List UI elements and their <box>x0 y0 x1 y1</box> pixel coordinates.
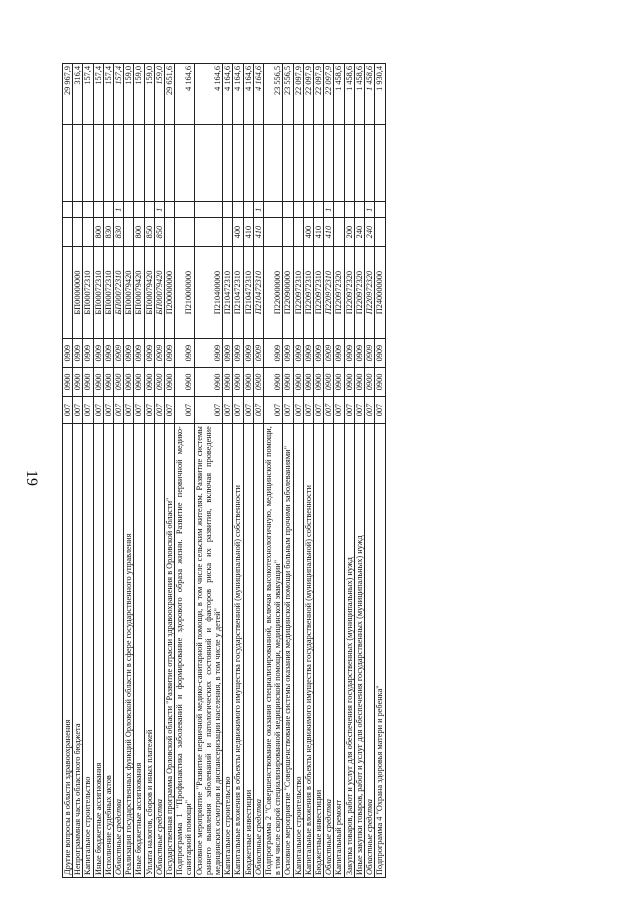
table-row <box>243 64 253 878</box>
dept-code: 007 <box>354 396 364 423</box>
section-code: 0900 <box>154 368 164 397</box>
dept-code: 007 <box>264 396 283 423</box>
empty-cell <box>114 124 124 202</box>
amount: 23 556,5 <box>264 64 283 125</box>
expense-type-code: 850 <box>144 218 154 247</box>
empty-cell <box>303 124 313 202</box>
table-row <box>334 64 344 878</box>
subsection-code: 0909 <box>73 339 83 368</box>
empty-cell <box>264 124 283 202</box>
source-mark <box>375 202 385 218</box>
row-name: Реализация государственных функций Орловской области в сфере государственного управления <box>124 424 134 878</box>
row-name: Областные средства <box>324 424 334 878</box>
source-mark: 1 <box>365 202 375 218</box>
section-code: 0900 <box>194 368 223 397</box>
expense-type-code <box>293 218 303 247</box>
amount: 29 651,6 <box>165 64 175 125</box>
subsection-code: 0909 <box>283 339 293 368</box>
target-article-code: П220972310 <box>303 247 313 339</box>
source-mark <box>175 202 194 218</box>
table-row <box>344 64 354 878</box>
target-article-code: П210472310 <box>223 247 233 339</box>
subsection-code: 0909 <box>344 339 354 368</box>
budget-table-body <box>63 64 386 878</box>
source-mark <box>63 202 73 218</box>
expense-type-code: 410 <box>324 218 334 247</box>
amount: 22 097,9 <box>303 64 313 125</box>
source-mark: 1 <box>114 202 124 218</box>
section-code: 0900 <box>83 368 93 397</box>
amount: 157,4 <box>83 64 93 125</box>
row-name: Другие вопросы в области здравоохранения <box>63 424 73 878</box>
table-row <box>175 64 194 878</box>
row-name: Иные бюджетные ассигнования <box>93 424 103 878</box>
table-row <box>303 64 313 878</box>
expense-type-code: 830 <box>103 218 113 247</box>
dept-code: 007 <box>314 396 324 423</box>
target-article-code: П210000000 <box>175 247 194 339</box>
expense-type-code: 400 <box>233 218 243 247</box>
row-name: Подпрограмма 4 "Охрана здоровья матери и ребенка" <box>375 424 385 878</box>
source-mark <box>344 202 354 218</box>
source-mark <box>264 202 283 218</box>
empty-cell <box>175 124 194 202</box>
source-mark <box>334 202 344 218</box>
expense-type-code <box>334 218 344 247</box>
target-article-code: БП00079420 <box>124 247 134 339</box>
amount: 4 164,6 <box>243 64 253 125</box>
empty-cell <box>124 124 134 202</box>
subsection-code: 0909 <box>334 339 344 368</box>
dept-code: 007 <box>175 396 194 423</box>
table-row <box>264 64 283 878</box>
amount: 4 164,6 <box>233 64 243 125</box>
expense-type-code: 400 <box>303 218 313 247</box>
expense-type-code: 410 <box>314 218 324 247</box>
amount: 4 164,6 <box>194 64 223 125</box>
dept-code: 007 <box>103 396 113 423</box>
expense-type-code <box>223 218 233 247</box>
subsection-code: 0909 <box>144 339 154 368</box>
page-number: 19 <box>23 470 40 486</box>
table-row <box>63 64 73 878</box>
target-article-code: П200000000 <box>165 247 175 339</box>
expense-type-code: 410 <box>243 218 253 247</box>
empty-cell <box>154 124 164 202</box>
dept-code: 007 <box>93 396 103 423</box>
table-row <box>83 64 93 878</box>
section-code: 0900 <box>63 368 73 397</box>
source-mark <box>293 202 303 218</box>
subsection-code: 0909 <box>103 339 113 368</box>
row-name: Закупка товаров, работ и услуг для обеспечения государственных (муниципальных) нужд <box>344 424 354 878</box>
source-mark <box>194 202 223 218</box>
source-mark: 1 <box>324 202 334 218</box>
source-mark: 1 <box>154 202 164 218</box>
table-row <box>73 64 83 878</box>
table-row <box>103 64 113 878</box>
expense-type-code: 800 <box>93 218 103 247</box>
dept-code: 007 <box>144 396 154 423</box>
empty-cell <box>334 124 344 202</box>
table-row <box>293 64 303 878</box>
target-article-code: П220900000 <box>283 247 293 339</box>
subsection-code: 0909 <box>165 339 175 368</box>
target-article-code: П220972320 <box>354 247 364 339</box>
target-article-code: БП00072310 <box>103 247 113 339</box>
source-mark <box>303 202 313 218</box>
target-article-code: П210472310 <box>243 247 253 339</box>
dept-code: 007 <box>375 396 385 423</box>
expense-type-code <box>375 218 385 247</box>
source-mark <box>124 202 134 218</box>
subsection-code: 0909 <box>253 339 263 368</box>
subsection-code: 0909 <box>375 339 385 368</box>
table-row <box>144 64 154 878</box>
section-code: 0900 <box>354 368 364 397</box>
expense-type-code <box>175 218 194 247</box>
section-code: 0900 <box>324 368 334 397</box>
table-row <box>154 64 164 878</box>
expense-type-code: 830 <box>114 218 124 247</box>
source-mark <box>243 202 253 218</box>
row-name: Областные средства <box>154 424 164 878</box>
expense-type-code: 800 <box>134 218 144 247</box>
section-code: 0900 <box>165 368 175 397</box>
table-row <box>354 64 364 878</box>
row-name: Областные средства <box>253 424 263 878</box>
subsection-code: 0909 <box>303 339 313 368</box>
source-mark <box>93 202 103 218</box>
empty-cell <box>93 124 103 202</box>
amount: 159,0 <box>134 64 144 125</box>
target-article-code: П220000000 <box>264 247 283 339</box>
section-code: 0900 <box>365 368 375 397</box>
amount: 22 097,9 <box>293 64 303 125</box>
dept-code: 007 <box>334 396 344 423</box>
dept-code: 007 <box>303 396 313 423</box>
table-row <box>324 64 334 878</box>
source-mark <box>83 202 93 218</box>
expense-type-code <box>73 218 83 247</box>
amount: 4 164,6 <box>253 64 263 125</box>
dept-code: 007 <box>344 396 354 423</box>
amount: 1 458,6 <box>365 64 375 125</box>
dept-code: 007 <box>324 396 334 423</box>
section-code: 0900 <box>283 368 293 397</box>
expense-type-code <box>283 218 293 247</box>
section-code: 0900 <box>134 368 144 397</box>
amount: 159,0 <box>154 64 164 125</box>
table-row <box>134 64 144 878</box>
subsection-code: 0909 <box>233 339 243 368</box>
amount: 316,4 <box>73 64 83 125</box>
empty-cell <box>165 124 175 202</box>
section-code: 0900 <box>144 368 154 397</box>
section-code: 0900 <box>264 368 283 397</box>
empty-cell <box>344 124 354 202</box>
expense-type-code <box>165 218 175 247</box>
section-code: 0900 <box>375 368 385 397</box>
expense-type-code <box>124 218 134 247</box>
expense-type-code: 240 <box>354 218 364 247</box>
subsection-code: 0909 <box>63 339 73 368</box>
row-name: Областные средства <box>114 424 124 878</box>
table-row <box>93 64 103 878</box>
subsection-code: 0909 <box>264 339 283 368</box>
target-article-code: П220972320 <box>365 247 375 339</box>
empty-cell <box>63 124 73 202</box>
table-row <box>314 64 324 878</box>
amount: 1 458,6 <box>334 64 344 125</box>
dept-code: 007 <box>134 396 144 423</box>
dept-code: 007 <box>293 396 303 423</box>
section-code: 0900 <box>344 368 354 397</box>
source-mark <box>103 202 113 218</box>
amount: 159,0 <box>144 64 154 125</box>
target-article-code: П220972310 <box>324 247 334 339</box>
table-row <box>124 64 134 878</box>
amount: 159,0 <box>124 64 134 125</box>
target-article-code: П240000000 <box>375 247 385 339</box>
empty-cell <box>243 124 253 202</box>
dept-code: 007 <box>223 396 233 423</box>
section-code: 0900 <box>103 368 113 397</box>
section-code: 0900 <box>233 368 243 397</box>
section-code: 0900 <box>303 368 313 397</box>
table-row <box>114 64 124 878</box>
subsection-code: 0909 <box>314 339 324 368</box>
amount: 157,4 <box>114 64 124 125</box>
row-name: Непрограммная часть областного бюджета <box>73 424 83 878</box>
row-name: Бюджетные инвестиции <box>243 424 253 878</box>
empty-cell <box>194 124 223 202</box>
source-mark <box>134 202 144 218</box>
source-mark <box>314 202 324 218</box>
table-row <box>365 64 375 878</box>
section-code: 0900 <box>253 368 263 397</box>
subsection-code: 0909 <box>134 339 144 368</box>
subsection-code: 0909 <box>93 339 103 368</box>
empty-cell <box>83 124 93 202</box>
empty-cell <box>134 124 144 202</box>
subsection-code: 0909 <box>243 339 253 368</box>
dept-code: 007 <box>73 396 83 423</box>
dept-code: 007 <box>114 396 124 423</box>
source-mark: 1 <box>253 202 263 218</box>
target-article-code: П210472310 <box>253 247 263 339</box>
row-name: Бюджетные инвестиции <box>314 424 324 878</box>
table-row <box>375 64 385 878</box>
target-article-code: БП00000000 <box>73 247 83 339</box>
dept-code: 007 <box>165 396 175 423</box>
target-article-code: П220972310 <box>314 247 324 339</box>
amount: 29 967,9 <box>63 64 73 125</box>
dept-code: 007 <box>194 396 223 423</box>
empty-cell <box>253 124 263 202</box>
amount: 22 097,9 <box>324 64 334 125</box>
section-code: 0900 <box>293 368 303 397</box>
table-row <box>223 64 233 878</box>
section-code: 0900 <box>93 368 103 397</box>
row-name: Капитальное строительство <box>293 424 303 878</box>
row-name: Исполнение судебных актов <box>103 424 113 878</box>
amount: 4 164,6 <box>175 64 194 125</box>
row-name: Подпрограмма 1 "Профилактика заболеваний и формирование здорового образа жизни. Развитие первичной медико-санитарной помощи" <box>175 424 194 878</box>
empty-cell <box>73 124 83 202</box>
target-article-code: П220972310 <box>293 247 303 339</box>
section-code: 0900 <box>73 368 83 397</box>
target-article-code: БП00072310 <box>83 247 93 339</box>
source-mark <box>73 202 83 218</box>
section-code: 0900 <box>223 368 233 397</box>
section-code: 0900 <box>124 368 134 397</box>
row-name: Капитальные вложения в объекты недвижимого имущества государственной (муниципальной) собственности <box>233 424 243 878</box>
target-article-code: БП00079420 <box>144 247 154 339</box>
source-mark <box>283 202 293 218</box>
source-mark <box>233 202 243 218</box>
expense-type-code <box>63 218 73 247</box>
target-article-code: П210400000 <box>194 247 223 339</box>
subsection-code: 0909 <box>365 339 375 368</box>
row-name: Государственная программа Орловской области "Развитие отрасли здравоохранения в Орловской области" <box>165 424 175 878</box>
target-article-code: БП00072310 <box>114 247 124 339</box>
amount: 22 097,9 <box>314 64 324 125</box>
target-article-code: БП00072310 <box>93 247 103 339</box>
budget-table <box>62 63 386 878</box>
row-name: Капитальное строительство <box>83 424 93 878</box>
target-article-code: П220972320 <box>334 247 344 339</box>
empty-cell <box>324 124 334 202</box>
row-name: Капитальный ремонт <box>334 424 344 878</box>
section-code: 0900 <box>314 368 324 397</box>
amount: 1 930,4 <box>375 64 385 125</box>
target-article-code: БП00079420 <box>154 247 164 339</box>
row-name: Основное мероприятие "Совершенствование системы оказания медицинской помощи больным прочими заболеваниями" <box>283 424 293 878</box>
row-name: Основное мероприятие "Развитие первичной медико-санитарной помощи, в том числе сельским жителям. Развитие системы раннего выявления заболеваний и патологических состояний и факторов риска их развития, включая проведение медицинских осмотров и диспансеризации населения, в том числе у детей" <box>194 424 223 878</box>
amount: 157,4 <box>103 64 113 125</box>
row-name: Капитальное строительство <box>223 424 233 878</box>
target-article-code: П210472310 <box>233 247 243 339</box>
target-article-code: БП00079420 <box>134 247 144 339</box>
subsection-code: 0909 <box>293 339 303 368</box>
subsection-code: 0909 <box>194 339 223 368</box>
empty-cell <box>314 124 324 202</box>
row-name: Областные средства <box>365 424 375 878</box>
source-mark <box>223 202 233 218</box>
subsection-code: 0909 <box>154 339 164 368</box>
row-name: Подпрограмма 2 "Совершенствование оказания специализированной, включая высокотехнологичную, медицинской помощи, в том числе скорой специализированной медицинской помощи, медицинской эвакуации" <box>264 424 283 878</box>
dept-code: 007 <box>124 396 134 423</box>
subsection-code: 0909 <box>175 339 194 368</box>
row-name: Капитальные вложения в объекты недвижимого имущества государственной (муниципальной) собственности <box>303 424 313 878</box>
budget-table-container <box>62 63 582 878</box>
amount: 4 164,6 <box>223 64 233 125</box>
table-row <box>253 64 263 878</box>
section-code: 0900 <box>114 368 124 397</box>
row-name: Иные закупки товаров, работ и услуг для обеспечения государственных (муниципальных) нужд <box>354 424 364 878</box>
target-article-code: П220972320 <box>344 247 354 339</box>
expense-type-code <box>83 218 93 247</box>
amount: 157,4 <box>93 64 103 125</box>
row-name: Уплата налогов, сборов и иных платежей <box>144 424 154 878</box>
expense-type-code: 850 <box>154 218 164 247</box>
subsection-code: 0909 <box>354 339 364 368</box>
amount: 1 458,6 <box>344 64 354 125</box>
empty-cell <box>223 124 233 202</box>
expense-type-code: 240 <box>365 218 375 247</box>
empty-cell <box>144 124 154 202</box>
dept-code: 007 <box>243 396 253 423</box>
subsection-code: 0909 <box>324 339 334 368</box>
subsection-code: 0909 <box>114 339 124 368</box>
table-row <box>194 64 223 878</box>
dept-code: 007 <box>63 396 73 423</box>
section-code: 0900 <box>334 368 344 397</box>
section-code: 0900 <box>175 368 194 397</box>
subsection-code: 0909 <box>124 339 134 368</box>
empty-cell <box>283 124 293 202</box>
empty-cell <box>233 124 243 202</box>
amount: 1 458,6 <box>354 64 364 125</box>
expense-type-code <box>194 218 223 247</box>
target-article-code <box>63 247 73 339</box>
dept-code: 007 <box>283 396 293 423</box>
empty-cell <box>103 124 113 202</box>
table-row <box>233 64 243 878</box>
empty-cell <box>354 124 364 202</box>
amount: 23 556,5 <box>283 64 293 125</box>
subsection-code: 0909 <box>83 339 93 368</box>
expense-type-code: 410 <box>253 218 263 247</box>
dept-code: 007 <box>83 396 93 423</box>
empty-cell <box>365 124 375 202</box>
expense-type-code: 200 <box>344 218 354 247</box>
source-mark <box>165 202 175 218</box>
section-code: 0900 <box>243 368 253 397</box>
expense-type-code <box>264 218 283 247</box>
row-name: Иные бюджетные ассигнования <box>134 424 144 878</box>
source-mark <box>354 202 364 218</box>
subsection-code: 0909 <box>223 339 233 368</box>
source-mark <box>144 202 154 218</box>
dept-code: 007 <box>365 396 375 423</box>
dept-code: 007 <box>154 396 164 423</box>
table-row <box>165 64 175 878</box>
dept-code: 007 <box>253 396 263 423</box>
empty-cell <box>293 124 303 202</box>
dept-code: 007 <box>233 396 243 423</box>
table-row <box>283 64 293 878</box>
empty-cell <box>375 124 385 202</box>
